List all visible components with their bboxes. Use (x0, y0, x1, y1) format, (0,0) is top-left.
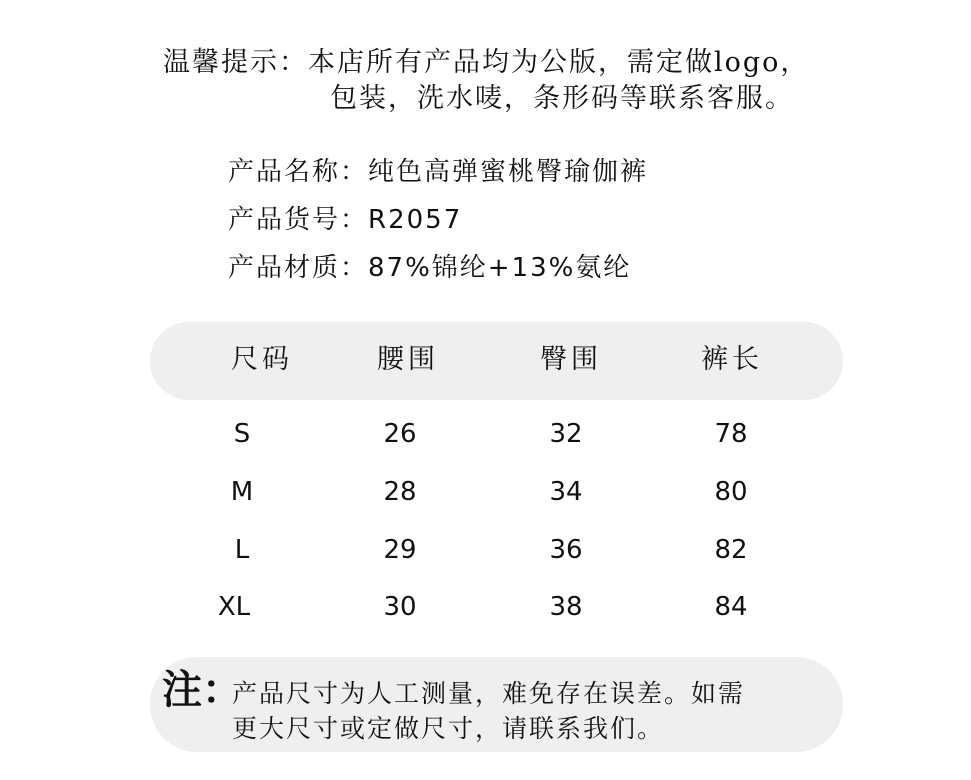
size-cell: M (230, 477, 254, 507)
length-cell: 84 (714, 592, 748, 622)
size-cell: L (234, 535, 250, 565)
table-row (150, 414, 843, 454)
product-name: 产品名称：纯色高弹蜜桃臀瑜伽裤 (228, 157, 649, 187)
size-cell: XL (217, 592, 251, 622)
waist-cell: 29 (383, 535, 417, 565)
notice-line-2: 包装，洗水唛，条形码等联系客服。 (330, 83, 794, 114)
hip-cell: 32 (549, 419, 583, 449)
table-row (150, 587, 843, 627)
hip-cell: 36 (549, 535, 583, 565)
note-line-2: 更大尺寸或定做尺寸，请联系我们。 (232, 714, 665, 743)
size-cell: S (233, 419, 251, 449)
length-cell: 82 (714, 535, 748, 565)
hip-cell: 34 (549, 477, 583, 507)
header-size: 尺码 (231, 344, 293, 375)
table-row (150, 530, 843, 570)
product-material: 产品材质：87%锦纶+13%氨纶 (228, 253, 632, 283)
waist-cell: 26 (383, 419, 417, 449)
size-table-header (150, 322, 843, 400)
product-sku: 产品货号：R2057 (228, 205, 463, 235)
waist-cell: 30 (383, 592, 417, 622)
header-waist: 腰围 (377, 344, 439, 375)
header-length: 裤长 (701, 344, 763, 375)
table-row (150, 472, 843, 512)
note-line-1: 产品尺寸为人工测量，难免存在误差。如需 (232, 679, 746, 708)
length-cell: 78 (714, 419, 748, 449)
header-hip: 臀围 (540, 344, 602, 375)
hip-cell: 38 (549, 592, 583, 622)
notice-line-1: 温馨提示：本店所有产品均为公版，需定做logo， (163, 47, 810, 78)
waist-cell: 28 (383, 477, 417, 507)
note-label: 注： (162, 666, 242, 713)
length-cell: 80 (714, 477, 748, 507)
